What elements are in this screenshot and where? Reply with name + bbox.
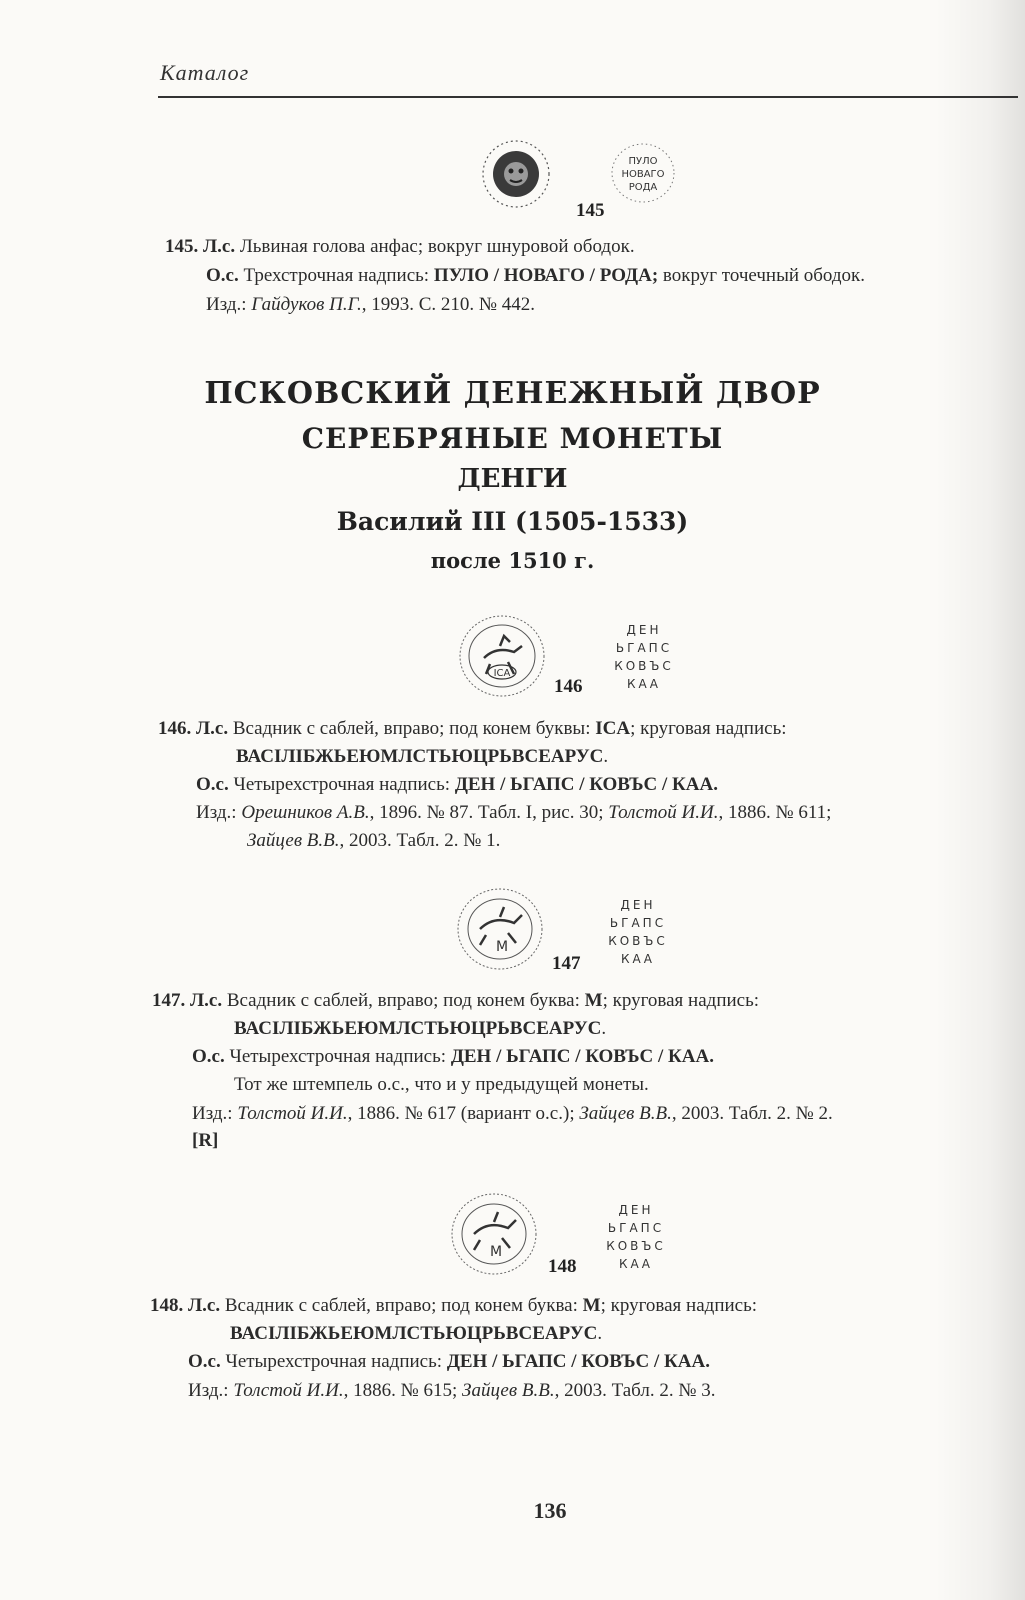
obverse-label: Л.с. bbox=[190, 990, 223, 1011]
entry-148-legend bbox=[230, 1323, 602, 1345]
coin-146-rev-line-3: КОВЪС bbox=[614, 659, 674, 673]
figure-number-147: 147 bbox=[552, 953, 581, 974]
heading-ruler: Василий III (1505-1533) bbox=[336, 507, 689, 536]
heading-date: после 1510 г. bbox=[430, 548, 595, 573]
coin-148-reverse-image bbox=[598, 1200, 678, 1272]
entry-148-publication bbox=[188, 1380, 715, 1402]
entry-146-reverse bbox=[196, 774, 718, 796]
publication-ref-1: , 1886. № 617 (вариант о.с.); bbox=[347, 1103, 580, 1124]
obverse-letters: М bbox=[584, 990, 603, 1011]
publication-author-1: Орешников А.В. bbox=[241, 802, 370, 823]
obverse-description-end: ; круговая надпись: bbox=[630, 718, 787, 739]
entry-145-number: 145. bbox=[165, 236, 199, 257]
figure-number-146: 146 bbox=[554, 676, 583, 697]
obverse-description: Всадник с саблей, вправо; под конем буква: bbox=[222, 990, 585, 1011]
coin-147-rev-line-3: КОВЪС bbox=[608, 934, 668, 948]
entry-147-note: Тот же штемпель о.с., что и у предыдущей монеты. bbox=[234, 1074, 649, 1095]
obverse-letters: ICA bbox=[595, 718, 631, 739]
page-gutter-shadow bbox=[935, 0, 1025, 1600]
entry-146-publication-cont bbox=[247, 830, 500, 852]
coin-145-rev-line-1: ПУЛО bbox=[628, 156, 658, 167]
coin-147-obverse-image bbox=[454, 885, 546, 973]
entry-148-reverse bbox=[188, 1351, 710, 1373]
publication-ref-2: , 2003. Табл. 2. № 3. bbox=[554, 1380, 716, 1401]
publication-label: Изд.: bbox=[206, 294, 252, 315]
coin-145-obverse-image bbox=[480, 138, 552, 210]
heading-mint: ПСКОВСКИЙ ДЕНЕЖНЫЙ ДВОР bbox=[204, 376, 821, 411]
coin-146-obverse-image bbox=[456, 612, 548, 700]
obverse-description-end: ; круговая надпись: bbox=[602, 990, 760, 1011]
reverse-inscription: ДЕН / ЬГАПС / КОВЪС / КАА. bbox=[454, 774, 718, 795]
publication-author: Гайдуков П.Г. bbox=[251, 294, 362, 315]
publication-ref: , 1993. С. 210. № 442. bbox=[361, 294, 536, 315]
publication-label: Изд.: bbox=[196, 802, 242, 823]
entry-147-number: 147. bbox=[152, 990, 186, 1011]
reverse-description: Четырехстрочная надпись: bbox=[224, 1046, 451, 1067]
publication-ref-2: , 2003. Табл. 2. № 2. bbox=[671, 1103, 833, 1124]
reverse-label: О.с. bbox=[188, 1351, 221, 1372]
entry-146-legend bbox=[236, 746, 608, 768]
coin-145-reverse-image bbox=[610, 142, 676, 204]
reverse-label: О.с. bbox=[206, 265, 239, 286]
publication-author-1: Толстой И.И. bbox=[233, 1380, 344, 1401]
publication-author-3: Зайцев В.В. bbox=[247, 830, 340, 851]
publication-label: Изд.: bbox=[192, 1103, 238, 1124]
legend-end: . bbox=[603, 746, 609, 767]
publication-ref-2: , 1886. № 611; bbox=[718, 802, 832, 823]
coin-146-letters: ICA bbox=[493, 668, 511, 679]
entry-148-obverse bbox=[150, 1295, 757, 1317]
entry-146-number: 146. bbox=[158, 718, 192, 739]
reverse-description: Четырехстрочная надпись: bbox=[220, 1351, 447, 1372]
coin-146-rev-line-4: КАА bbox=[627, 677, 661, 691]
coin-147-rev-line-1: ДЕН bbox=[620, 898, 656, 912]
entry-146-publication bbox=[196, 802, 831, 824]
coin-147-rev-line-2: ЬГАПС bbox=[609, 916, 667, 930]
publication-author-1: Толстой И.И. bbox=[237, 1103, 348, 1124]
coin-148-obverse-image bbox=[448, 1190, 540, 1278]
obverse-description: Всадник с саблей, вправо; под конем буква: bbox=[220, 1295, 583, 1316]
coin-147-reverse-image bbox=[600, 895, 680, 967]
legend-end: . bbox=[601, 1018, 607, 1039]
circular-legend: ВАСIЛIБЖЬЕЮМЛСТЬЮЦРЬВСЕАРУС bbox=[236, 746, 604, 767]
legend-end: . bbox=[597, 1323, 603, 1344]
obverse-label: Л.с. bbox=[188, 1295, 221, 1316]
entry-147-publication bbox=[192, 1103, 833, 1125]
publication-author-2: Зайцев В.В. bbox=[579, 1103, 672, 1124]
publication-ref-1: , 1896. № 87. Табл. I, рис. 30; bbox=[369, 802, 609, 823]
coin-146-rev-line-2: ЬГАПС bbox=[615, 641, 673, 655]
obverse-description-end: ; круговая надпись: bbox=[600, 1295, 758, 1316]
obverse-description: Всадник с саблей, вправо; под конем буквы: bbox=[228, 718, 596, 739]
obverse-label: Л.с. bbox=[196, 718, 229, 739]
obverse-description: Львиная голова анфас; вокруг шнуровой ободок. bbox=[235, 236, 635, 257]
coin-146-reverse-image bbox=[606, 620, 686, 692]
reverse-label: О.с. bbox=[196, 774, 229, 795]
entry-146-obverse bbox=[158, 718, 787, 740]
publication-label: Изд.: bbox=[188, 1380, 234, 1401]
coin-148-rev-line-1: ДЕН bbox=[618, 1203, 654, 1217]
publication-author-2: Толстой И.И. bbox=[608, 802, 719, 823]
reverse-description-end: вокруг точечный ободок. bbox=[658, 265, 866, 286]
coin-145-rev-line-3: РОДА bbox=[628, 182, 658, 193]
reverse-label: О.с. bbox=[192, 1046, 225, 1067]
publication-author-2: Зайцев В.В. bbox=[462, 1380, 555, 1401]
entry-147-obverse bbox=[152, 990, 759, 1012]
figure-number-148: 148 bbox=[548, 1256, 577, 1277]
reverse-inscription: ДЕН / ЬГАПС / КОВЪС / КАА. bbox=[446, 1351, 710, 1372]
heading-metal: СЕРЕБРЯНЫЕ МОНЕТЫ bbox=[301, 422, 724, 455]
obverse-letters: М bbox=[582, 1295, 601, 1316]
coin-145-rev-line-2: НОВАГО bbox=[621, 169, 665, 180]
coin-148-rev-line-3: КОВЪС bbox=[606, 1239, 666, 1253]
coin-148-rev-line-4: КАА bbox=[619, 1257, 653, 1271]
coin-147-rev-line-4: КАА bbox=[621, 952, 655, 966]
circular-legend: ВАСIЛIБЖЬЕЮМЛСТЬЮЦРЬВСЕАРУС bbox=[234, 1018, 602, 1039]
running-header: Каталог bbox=[160, 60, 250, 85]
heading-denomination: ДЕНГИ bbox=[457, 464, 568, 494]
coin-146-rev-line-1: ДЕН bbox=[626, 623, 662, 637]
entry-145-publication bbox=[206, 294, 535, 316]
obverse-label: Л.с. bbox=[203, 236, 236, 257]
figure-number-145: 145 bbox=[576, 200, 605, 221]
coin-147-letters: M bbox=[495, 939, 509, 955]
header-rule bbox=[158, 96, 1018, 98]
entry-145-obverse bbox=[165, 236, 635, 258]
entry-147-reverse bbox=[192, 1046, 714, 1068]
circular-legend: ВАСIЛIБЖЬЕЮМЛСТЬЮЦРЬВСЕАРУС bbox=[230, 1323, 598, 1344]
page-number: 136 bbox=[533, 1498, 567, 1523]
reverse-inscription: ДЕН / ЬГАПС / КОВЪС / КАА. bbox=[450, 1046, 714, 1067]
rarity-badge: [R] bbox=[192, 1130, 219, 1151]
reverse-description: Трехстрочная надпись: bbox=[238, 265, 434, 286]
publication-ref-1: , 1886. № 615; bbox=[343, 1380, 463, 1401]
coin-148-rev-line-2: ЬГАПС bbox=[607, 1221, 665, 1235]
entry-148-number: 148. bbox=[150, 1295, 184, 1316]
entry-147-legend bbox=[234, 1018, 606, 1040]
entry-145-reverse bbox=[206, 265, 865, 287]
publication-ref-3: , 2003. Табл. 2. № 1. bbox=[339, 830, 501, 851]
reverse-inscription: ПУЛО / НОВАГО / РОДА; bbox=[433, 265, 659, 286]
reverse-description: Четырехстрочная надпись: bbox=[228, 774, 455, 795]
coin-148-letters: M bbox=[489, 1244, 503, 1260]
